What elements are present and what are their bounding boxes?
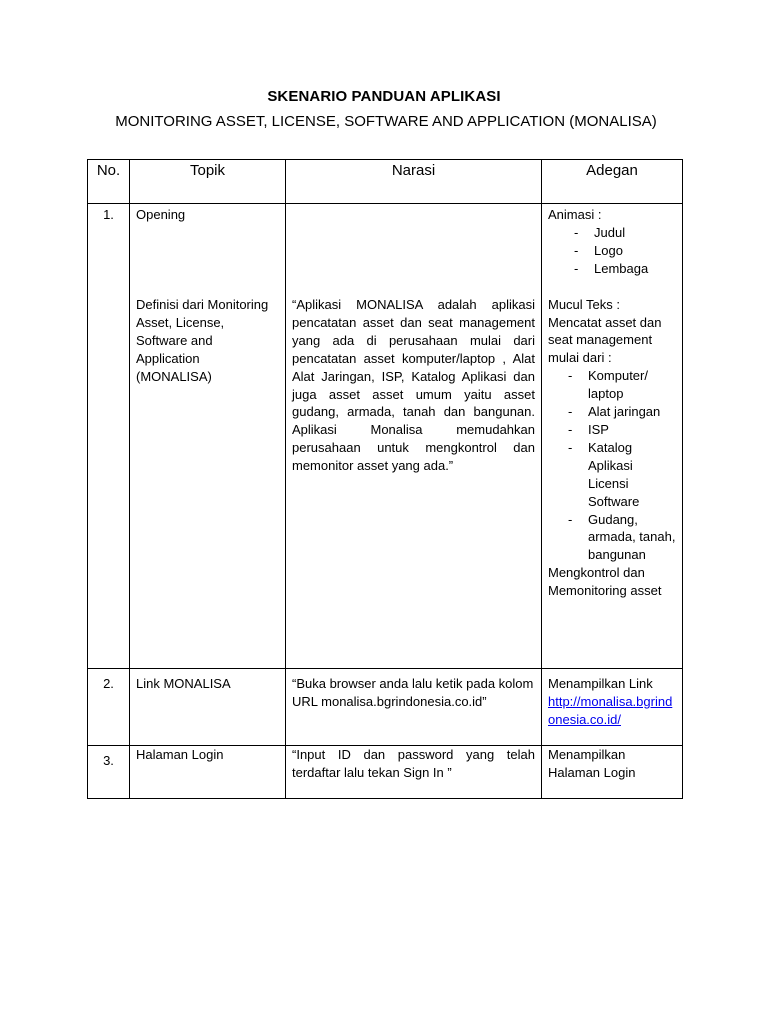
adegan-label: Menampilkan Link — [548, 676, 653, 691]
narasi-cell: “Input ID dan password yang telah terdaftar lalu tekan Sign In ” — [286, 746, 542, 799]
column-header-topik: Topik — [130, 160, 286, 204]
row-number: 3. — [88, 746, 130, 799]
list-item: - Logo — [574, 242, 676, 260]
list-item: - Gudang, armada, tanah, bangunan — [568, 511, 676, 565]
adegan-cell: Menampilkan Halaman Login — [542, 746, 683, 799]
column-header-adegan: Adegan — [542, 160, 683, 204]
row-number: 2. — [88, 669, 130, 746]
adegan-teks-intro: Mencatat asset dan seat management mulai dari : — [548, 314, 662, 366]
teks-list — [548, 367, 676, 564]
topik-definisi: Definisi dari Monitoring Asset, License, Software and Application (MONALISA) — [136, 296, 269, 384]
list-item: - Katalog Aplikasi Licensi Software — [568, 439, 676, 511]
list-item: - Lembaga — [574, 260, 676, 278]
narasi-cell: “Buka browser anda lalu ketik pada kolom URL monalisa.bgrindonesia.co.id” — [286, 669, 542, 746]
list-item: - Alat jaringan — [568, 403, 676, 421]
topik-cell: Halaman Login — [130, 746, 286, 799]
adegan-animasi-label: Animasi : — [548, 207, 602, 222]
row-number: 1. — [88, 204, 130, 669]
topik-opening: Opening — [136, 207, 186, 222]
narasi-cell — [286, 204, 542, 669]
adegan-cell — [542, 669, 683, 746]
monalisa-url-link[interactable]: http://monalisa.bgrindonesia.co.id/ — [548, 693, 673, 727]
topik-cell — [130, 204, 286, 669]
adegan-teks-outro: Mengkontrol dan Memonitoring asset — [548, 565, 662, 599]
narasi-text: “Aplikasi MONALISA adalah aplikasi pencatatan asset dan seat management yang ada di perusahaan mulai dari pencatatan asset komputer/laptop , Alat Alat Jaringan, ISP, Katalog Aplikasi dan juga asset asset umum yaitu asset gudang, armada, tanah dan bangunan. Aplikasi Monalisa memudahkan perusahaan untuk mengkontrol dan memonitor asset yang ada.” — [292, 297, 535, 474]
document-title: SKENARIO PANDUAN APLIKASI — [267, 88, 501, 105]
table-row — [88, 204, 683, 669]
scenario-table — [87, 159, 683, 799]
list-item: - ISP — [568, 421, 676, 439]
adegan-cell — [542, 204, 683, 669]
table-row — [88, 669, 683, 746]
adegan-teks-label: Mucul Teks : — [548, 296, 621, 312]
table-row — [88, 746, 683, 799]
document-subtitle: MONITORING ASSET, LICENSE, SOFTWARE AND APPLICATION (MONALISA) — [115, 113, 657, 130]
table-header-row — [88, 160, 683, 204]
topik-cell: Link MONALISA — [130, 669, 286, 746]
list-item: - Komputer/ laptop — [568, 367, 676, 403]
animasi-list — [548, 224, 676, 278]
list-item: - Judul — [574, 224, 676, 242]
column-header-no: No. — [88, 160, 130, 204]
column-header-narasi: Narasi — [286, 160, 542, 204]
